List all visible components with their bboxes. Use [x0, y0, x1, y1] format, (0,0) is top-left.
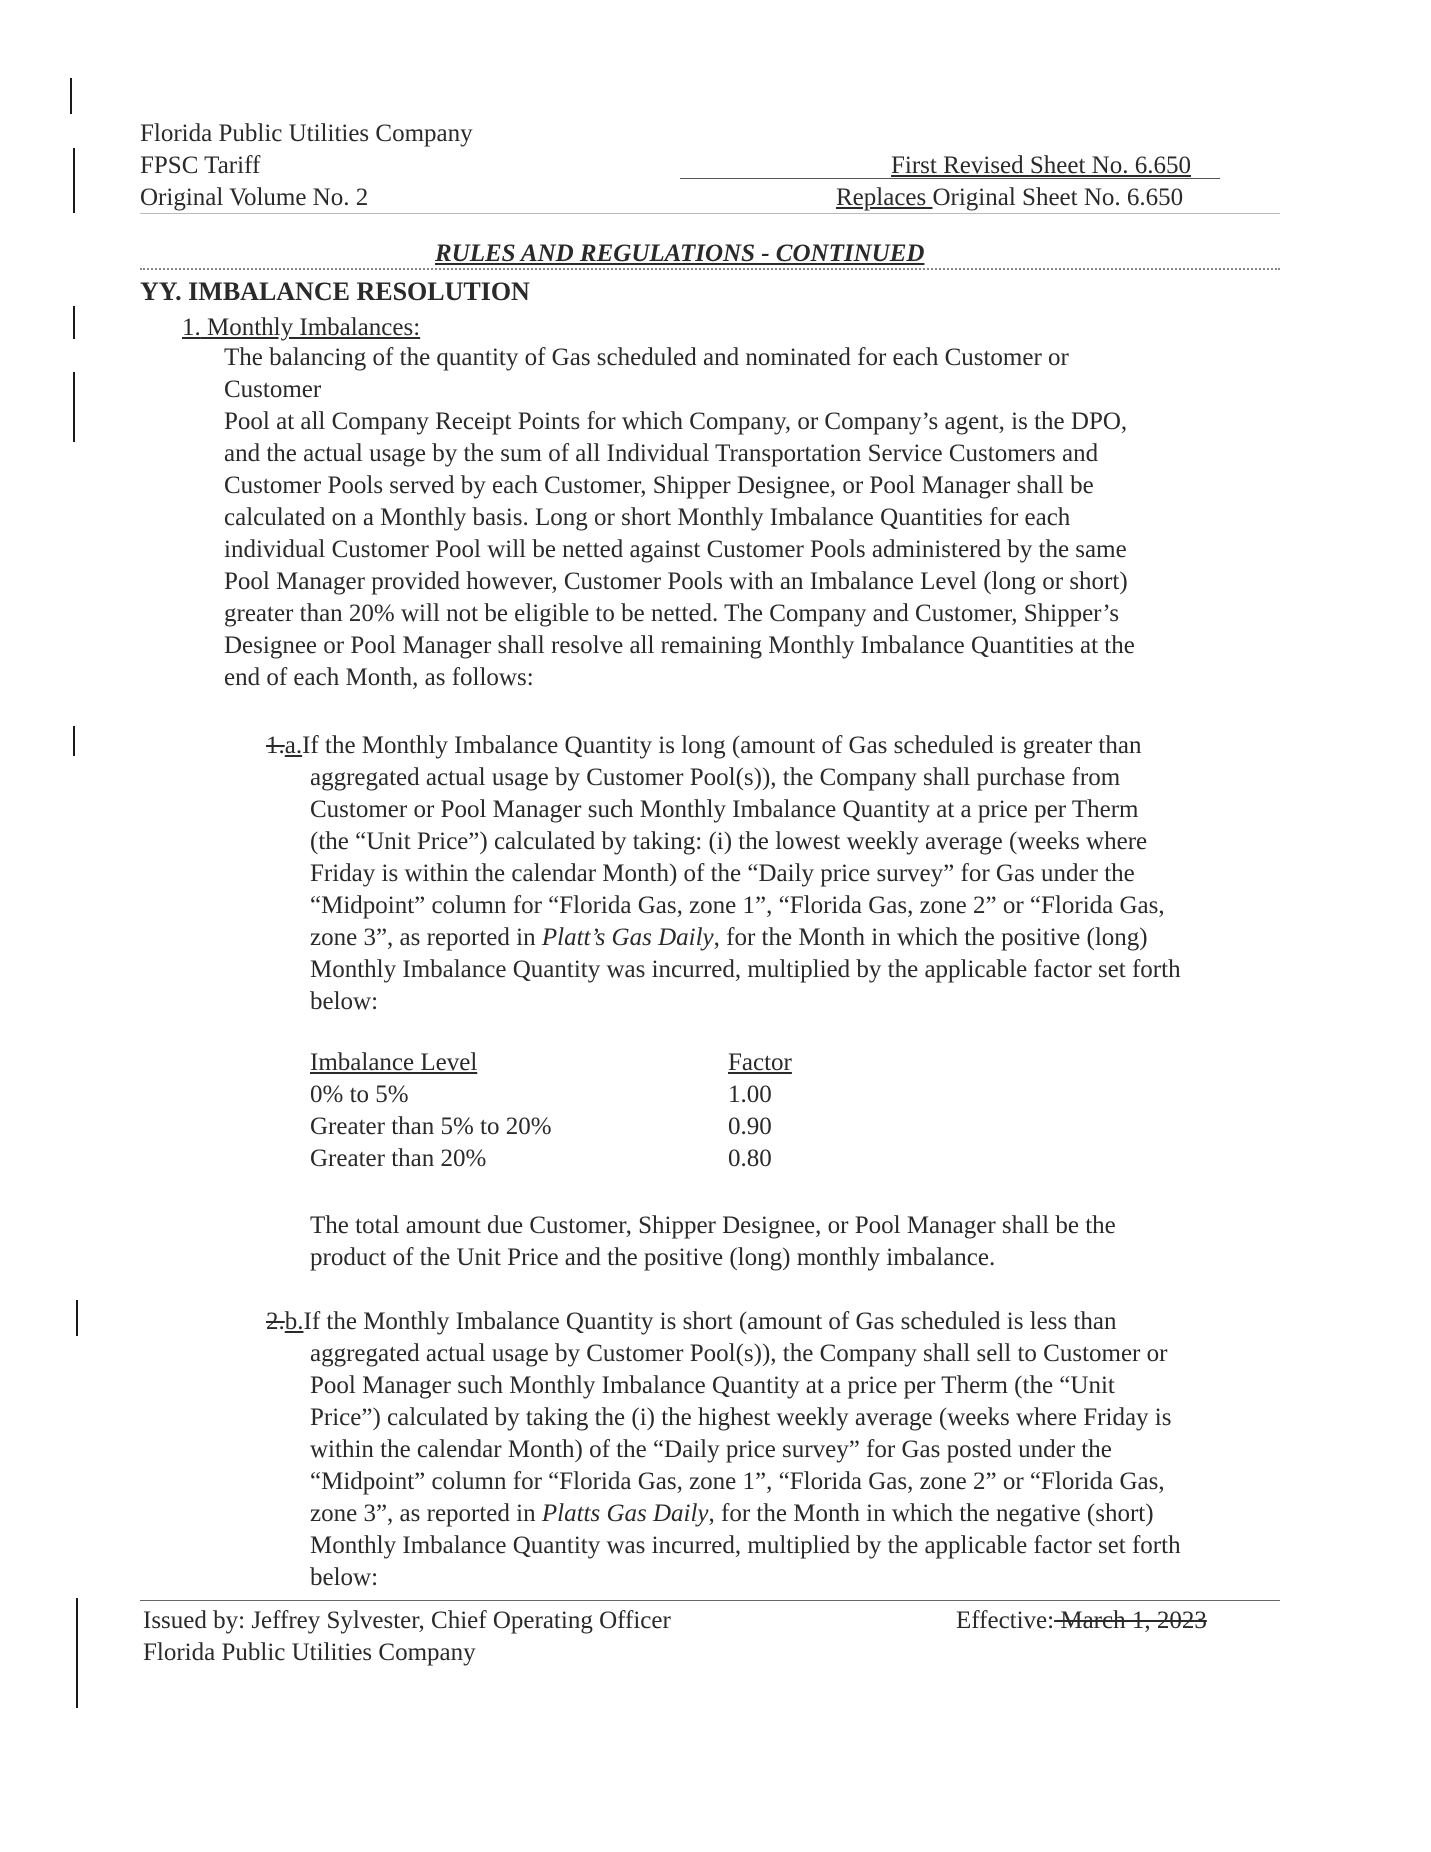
item-b-line: aggregated actual usage by Customer Pool(s)), the Company shall sell to Customer or [310, 1340, 1168, 1367]
replaces-rest: Original Sheet No. 6.650 [932, 184, 1184, 211]
page-title: RULES AND REGULATIONS - CONTINUED [435, 240, 925, 267]
effective-label: Effective: [956, 1607, 1055, 1634]
item-b-line7-pre: zone 3”, as reported in [310, 1500, 542, 1527]
intro-paragraph [224, 342, 1284, 694]
publication-name: Platts Gas Daily [541, 1500, 709, 1527]
issued-by: Issued by: Jeffrey Sylvester, Chief Operating Officer [143, 1607, 671, 1634]
subsection-number: 1. [182, 314, 201, 341]
intro-line: Customer [224, 376, 322, 403]
column-header-level: Imbalance Level [310, 1049, 478, 1076]
revision-bar [73, 372, 75, 442]
header-tariff: FPSC Tariff [140, 152, 261, 179]
footer-company: Florida Public Utilities Company [143, 1639, 476, 1666]
item-b-body [310, 1338, 1290, 1594]
item-b-line: Monthly Imbalance Quantity was incurred, multiplied by the applicable factor set forth [310, 1532, 1181, 1559]
intro-line: end of each Month, as follows: [224, 664, 534, 691]
item-b-old-marker: 2. [266, 1308, 285, 1335]
revision-bar [73, 148, 75, 213]
intro-line: The balancing of the quantity of Gas scheduled and nominated for each Customer or [224, 344, 1069, 371]
item-b-first-text: If the Monthly Imbalance Quantity is short (amount of Gas scheduled is less than [303, 1308, 1117, 1335]
item-b-line: Price”) calculated by taking the (i) the highest weekly average (weeks where Friday is [310, 1404, 1172, 1431]
item-a-line: below: [310, 988, 379, 1015]
item-b-line: “Midpoint” column for “Florida Gas, zone 1”, “Florida Gas, zone 2” or “Florida Gas, [310, 1468, 1165, 1495]
intro-line: Pool at all Company Receipt Points for which Company, or Company’s agent, is the DPO, [224, 408, 1128, 435]
replaces-line [836, 182, 1183, 213]
item-a-line: Monthly Imbalance Quantity was incurred, multiplied by the applicable factor set forth [310, 956, 1181, 983]
section-heading: YY. IMBALANCE RESOLUTION [140, 277, 530, 306]
header-volume: Original Volume No. 2 [140, 184, 369, 211]
header-company: Florida Public Utilities Company [140, 120, 473, 147]
revision-bar [76, 1598, 78, 1708]
column-header-factor: Factor [728, 1049, 792, 1076]
table-cell-level: Greater than 5% to 20% [310, 1113, 552, 1140]
subsection-heading [182, 312, 420, 343]
effective-struck-date: March 1, 2023 [1054, 1607, 1207, 1634]
item-a-line7-pre: zone 3”, as reported in [310, 924, 542, 951]
item-a-first-text: If the Monthly Imbalance Quantity is long (amount of Gas scheduled is greater than [302, 732, 1142, 759]
item-a-body [310, 762, 1290, 1018]
table-cell-factor: 0.90 [728, 1113, 772, 1140]
publication-name: Platt’s Gas Daily [541, 924, 714, 951]
item-b-new-marker: b. [284, 1308, 304, 1335]
intro-line: Designee or Pool Manager shall resolve all remaining Monthly Imbalance Quantities at the [224, 632, 1135, 659]
table-cell-level: 0% to 5% [310, 1081, 409, 1108]
item-b-line7-post: , for the Month in which the negative (short) [708, 1500, 1154, 1527]
table-cell-level: Greater than 20% [310, 1145, 487, 1172]
sheet-number: First Revised Sheet No. 6.650 [891, 152, 1191, 179]
item-a-new-marker: a. [284, 732, 303, 759]
table-cell-factor: 0.80 [728, 1145, 772, 1172]
total-line: product of the Unit Price and the positive (long) monthly imbalance. [310, 1244, 996, 1271]
subsection-label: Monthly Imbalances: [207, 314, 421, 341]
total-line: The total amount due Customer, Shipper Designee, or Pool Manager shall be the [310, 1212, 1116, 1239]
revision-bar [70, 78, 72, 114]
total-paragraph [310, 1210, 1116, 1274]
item-b-line-7 [310, 1498, 1290, 1530]
factor-table-header-level [310, 1047, 477, 1079]
title-dotted-rule [140, 268, 1280, 270]
item-a-line-7 [310, 922, 1290, 954]
intro-line: and the actual usage by the sum of all Individual Transportation Service Customers and [224, 440, 1099, 467]
item-b-line: below: [310, 1564, 379, 1591]
item-a-line: “Midpoint” column for “Florida Gas, zone 1”, “Florida Gas, zone 2” or “Florida Gas, [310, 892, 1165, 919]
item-b-line: within the calendar Month) of the “Daily price survey” for Gas posted under the [310, 1436, 1112, 1463]
revision-bar [73, 726, 75, 756]
table-cell-factor: 1.00 [728, 1081, 772, 1108]
intro-line: individual Customer Pool will be netted against Customer Pools administered by the same [224, 536, 1127, 563]
item-a-first-line [266, 730, 1141, 762]
revision-bar [73, 306, 75, 339]
item-a-line: Customer or Pool Manager such Monthly Imbalance Quantity at a price per Therm [310, 796, 1139, 823]
item-a-old-marker: 1. [266, 732, 285, 759]
item-b-line: Pool Manager such Monthly Imbalance Quantity at a price per Therm (the “Unit [310, 1372, 1115, 1399]
footer-rule [140, 1600, 1280, 1601]
intro-line: Customer Pools served by each Customer, Shipper Designee, or Pool Manager shall be [224, 472, 1094, 499]
header-bottom-rule [140, 213, 1280, 214]
factor-table-header-factor [728, 1047, 792, 1079]
revision-bar [76, 1300, 78, 1336]
intro-line: calculated on a Monthly basis. Long or short Monthly Imbalance Quantities for each [224, 504, 1071, 531]
replaces-word: Replaces [836, 184, 933, 211]
intro-line: greater than 20% will not be eligible to be netted. The Company and Customer, Shipper’s [224, 600, 1120, 627]
item-b-first-line [266, 1306, 1117, 1338]
item-a-line: aggregated actual usage by Customer Pool(s)), the Company shall purchase from [310, 764, 1121, 791]
intro-line: Pool Manager provided however, Customer Pools with an Imbalance Level (long or short) [224, 568, 1128, 595]
effective-date [956, 1605, 1207, 1636]
item-a-line: (the “Unit Price”) calculated by taking: (i) the lowest weekly average (weeks where [310, 828, 1148, 855]
item-a-line7-post: , for the Month in which the positive (long) [713, 924, 1148, 951]
item-a-line: Friday is within the calendar Month) of the “Daily price survey” for Gas under the [310, 860, 1135, 887]
